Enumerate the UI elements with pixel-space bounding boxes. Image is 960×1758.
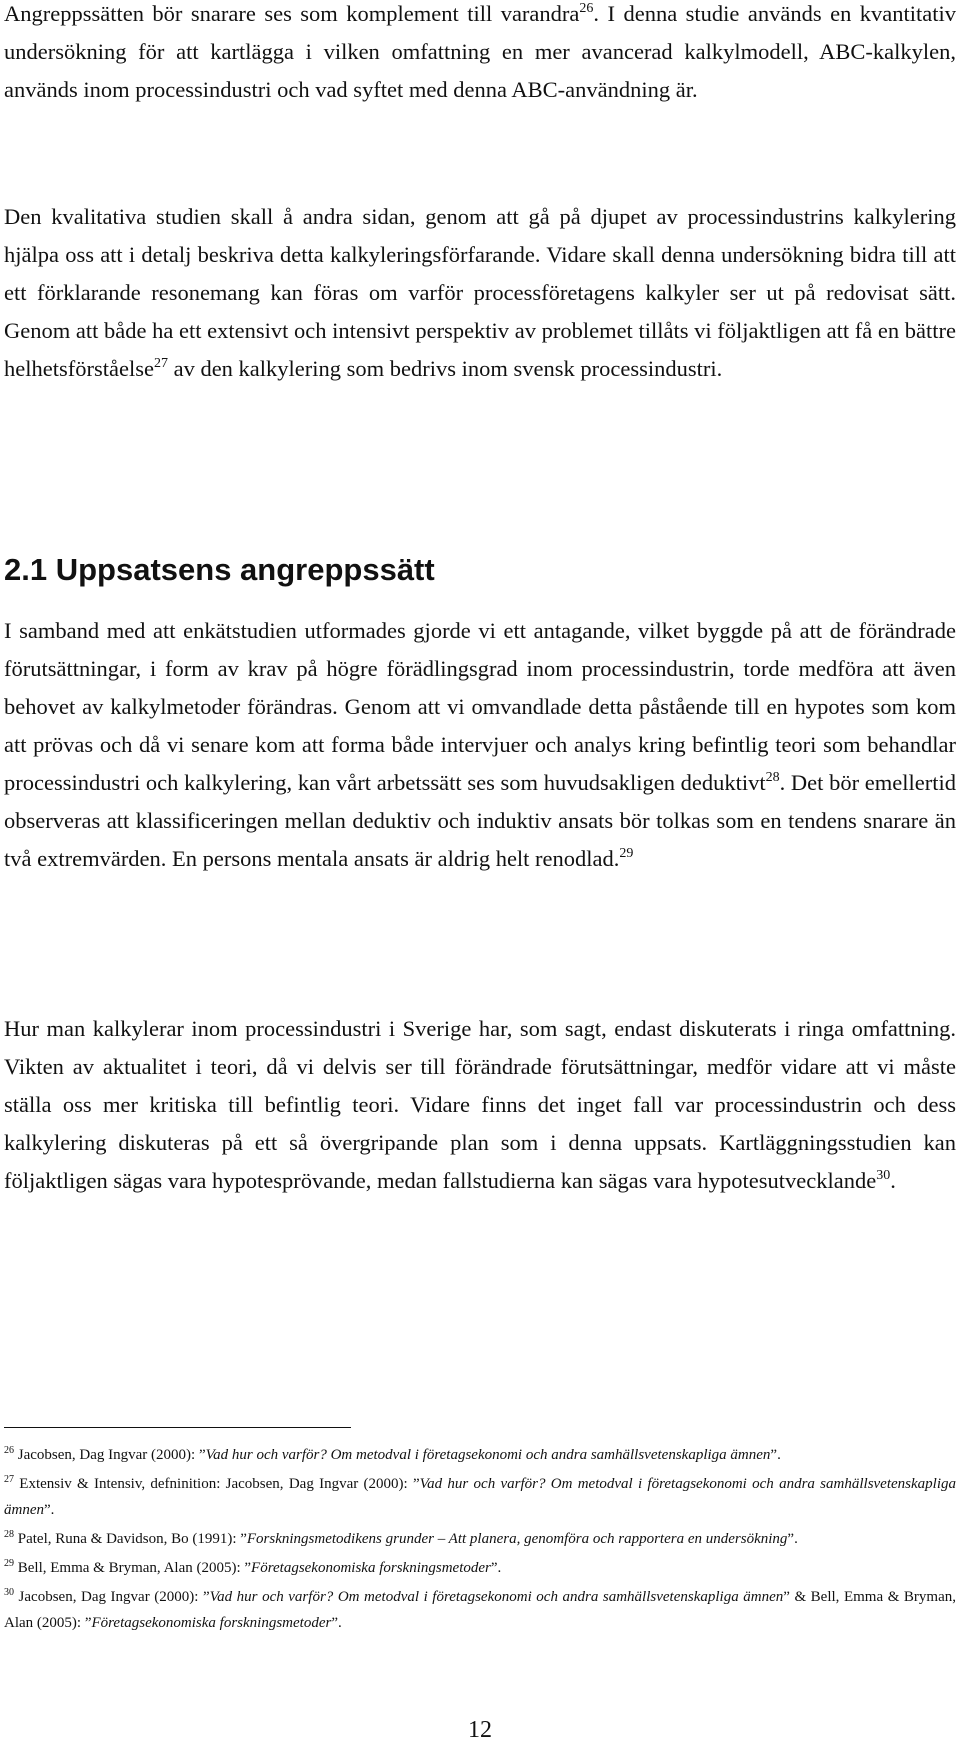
footnote-number: 29 — [4, 1558, 14, 1569]
footnote-30 — [4, 1584, 956, 1636]
footnote-text: Patel, Runa & Davidson, Bo (1991): ” — [14, 1531, 247, 1547]
footnote-title: Företagsekonomiska forskningsmetoder — [251, 1560, 491, 1576]
footnote-text: Bell, Emma & Bryman, Alan (2005): ” — [14, 1560, 252, 1576]
footnote-text: ”. — [44, 1502, 55, 1518]
paragraph-text: . Det bör emellertid observeras att klassificeringen mellan deduktiv och induktiv ansats bör tolkas som en tendens snarare än två extremvärden. En persons mentala ansats är aldrig helt renodlad. — [4, 770, 956, 871]
footnote-text: Jacobsen, Dag Ingvar (2000): ” — [14, 1447, 206, 1463]
footnote-title: Forskningsmetodikens grunder – Att planera, genomföra och rapportera en undersökning — [246, 1531, 788, 1547]
paragraph-text: av den kalkylering som bedrivs inom svensk processindustri. — [167, 356, 723, 381]
paragraph-text: . — [890, 1168, 896, 1193]
footnote-number: 26 — [4, 1445, 14, 1456]
paragraph-text: I samband med att enkätstudien utformades gjorde vi ett antagande, vilket byggde på att de förändrade förutsättningar, i form av krav på högre förädlingsgrad inom processindustrin, torde medföra att även behovet av kalkylmetoder förändras. Genom att vi omvandlade detta påstående till en hypotes som kom att prövas och då vi senare kom att forma både intervjuer och analys kring befintlig teori som behandlar processindustri och kalkylering, kan vårt arbetssätt ses som huvudsakligen deduktivt — [4, 618, 956, 795]
section-heading: 2.1 Uppsatsens angreppssätt — [4, 552, 435, 587]
footnote-number: 28 — [4, 1529, 14, 1540]
footnote-text: ”. — [770, 1447, 781, 1463]
paragraph-text: Den kvalitativa studien skall å andra sidan, genom att gå på djupet av processindustrins kalkylering hjälpa oss att i detalj beskriva detta kalkyleringsförfarande. Vidare skall denna undersökning bidra till att ett förklarande resonemang kan föras om varför processföretagens kalkyler ser ut på redovisat sätt. Genom att både ha ett extensivt och intensivt perspektiv av problemet tillåts vi följaktligen att få en bättre helhetsförståelse — [4, 204, 956, 381]
footnote-text: ”. — [490, 1560, 502, 1576]
footnote-27 — [4, 1471, 956, 1523]
paragraph-kvalitativ-studie — [4, 198, 956, 388]
paragraph-angreppssatt-komplement — [4, 0, 956, 109]
footnote-title: Vad hur och varför? Om metodval i företagsekonomi och andra samhällsvetenskapliga ämnen — [4, 1476, 956, 1518]
footnote-ref-29[interactable]: 29 — [619, 845, 634, 861]
footnote-text: ” & Bell, Emma & Bryman, Alan (2005): ” — [4, 1589, 956, 1631]
footnote-number: 27 — [4, 1474, 14, 1485]
paragraph-enkatstudie — [4, 612, 956, 878]
paragraph-text: Angreppssätten bör snarare ses som komplement till varandra — [4, 1, 580, 26]
footnotes — [4, 1442, 956, 1639]
footnote-ref-30[interactable]: 30 — [876, 1167, 891, 1183]
footnote-26 — [4, 1442, 956, 1468]
footnote-title: Vad hur och varför? Om metodval i företagsekonomi och andra samhällsvetenskapliga ämnen — [205, 1447, 771, 1463]
footnote-29 — [4, 1555, 956, 1581]
footnote-text: Jacobsen, Dag Ingvar (2000): ” — [14, 1589, 210, 1605]
footnote-title: Vad hur och varför? Om metodval i företagsekonomi och andra samhällsvetenskapliga ämnen — [209, 1589, 784, 1605]
footnote-28 — [4, 1526, 956, 1552]
footnote-number: 30 — [4, 1587, 14, 1598]
footnote-title: Företagsekonomiska forskningsmetoder — [91, 1615, 332, 1631]
paragraph-text: Hur man kalkylerar inom processindustri i Sverige har, som sagt, endast diskuterats i ringa omfattning. Vikten av aktualitet i teori, då vi delvis ser till förändrade förutsättningar, medför vidare att vi måste ställa oss mer kritiska till befintlig teori. Vidare finns det inget fall var processindustrin och dess kalkylering diskuteras på ett så övergripande plan som i denna uppsats. Kartläggningsstudien kan följaktligen sägas vara hypotesprövande, medan fallstudierna kan sägas vara hypotesutvecklande — [4, 1016, 956, 1193]
paragraph-kalkylering-sverige — [4, 1010, 956, 1200]
page-number: 12 — [468, 1717, 492, 1743]
footnote-ref-26[interactable]: 26 — [579, 0, 594, 16]
footnote-text: ”. — [787, 1531, 798, 1547]
paragraph-text: . I denna studie används en kvantitativ undersökning för att kartlägga i vilken omfattning en mer avancerad kalkylmodell, ABC-kalkylen, används inom processindustri och vad syftet med denna ABC-användning är. — [4, 1, 957, 102]
footnote-ref-28[interactable]: 28 — [765, 769, 780, 785]
footnote-divider — [4, 1427, 351, 1428]
footnote-ref-27[interactable]: 27 — [153, 355, 168, 371]
footnote-text: Extensiv & Intensiv, defninition: Jacobsen, Dag Ingvar (2000): ” — [14, 1476, 420, 1492]
footnote-text: ”. — [331, 1615, 342, 1631]
